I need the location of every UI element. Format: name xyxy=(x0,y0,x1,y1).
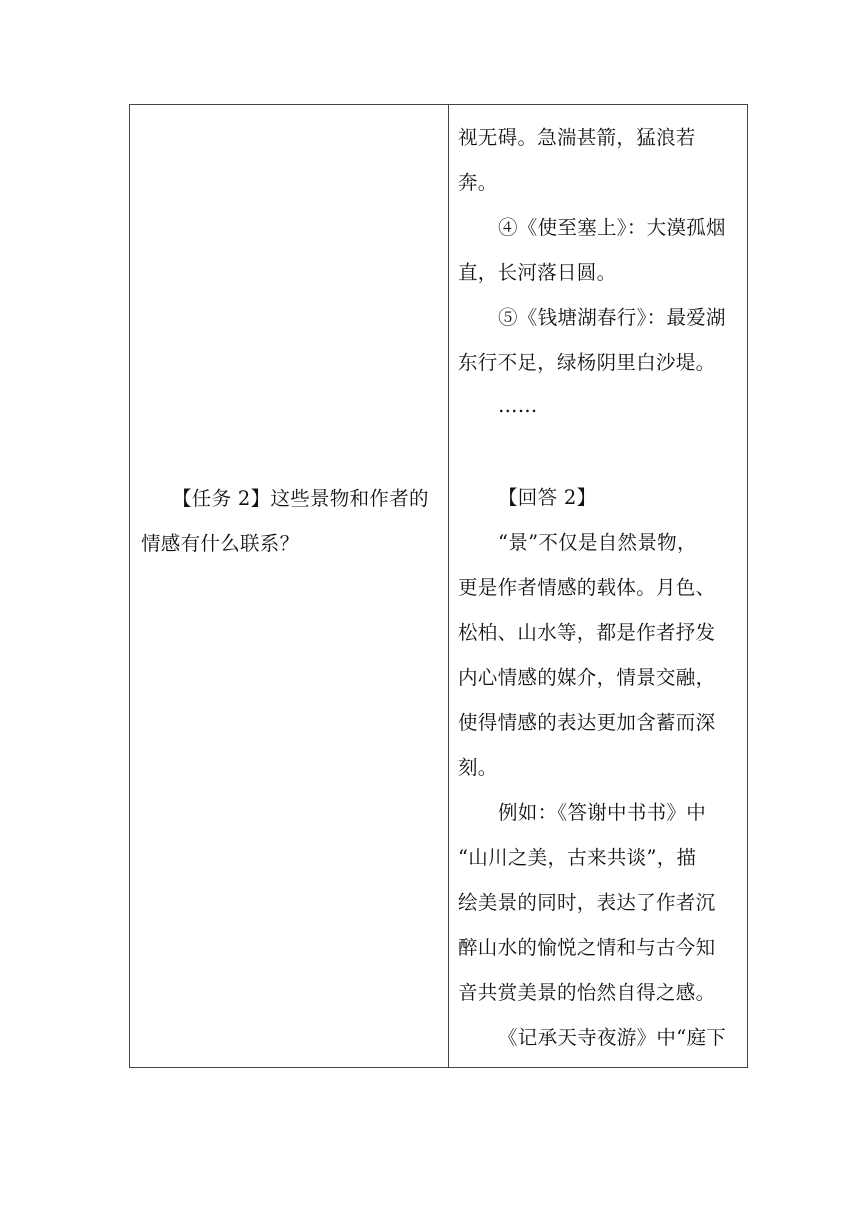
text-line: “山川之美，古来共谈”，描 xyxy=(458,846,697,869)
text-line: 音共赏美景的怡然自得之感。 xyxy=(458,981,716,1004)
text-line: 更是作者情感的载体。月色、 xyxy=(458,576,716,599)
text-line: 直，长河落日圆。 xyxy=(458,261,617,284)
text-line: 醉山水的愉悦之情和与古今知 xyxy=(458,936,716,959)
answer-heading: 【回答 2】 xyxy=(498,486,597,509)
text-line: 奔。 xyxy=(458,171,498,194)
task-question-line: 情感有什么联系？ xyxy=(141,532,300,555)
text-line: 内心情感的媒介，情景交融， xyxy=(458,666,716,689)
task-question-line: 【任务 2】这些景物和作者的 xyxy=(172,487,429,510)
text-line: “景”不仅是自然景物， xyxy=(498,531,697,554)
column-divider xyxy=(448,105,449,1067)
text-line: 刻。 xyxy=(458,756,498,779)
content-table xyxy=(129,104,748,1068)
text-line: ④《使至塞上》：大漠孤烟 xyxy=(498,216,726,239)
text-line: 视无碍。急湍甚箭，猛浪若 xyxy=(458,126,696,149)
text-line: 例如：《答谢中书书》中 xyxy=(498,801,707,824)
text-line: 绘美景的同时，表达了作者沉 xyxy=(458,891,716,914)
text-line: 使得情感的表达更加含蓄而深 xyxy=(458,711,716,734)
text-line: 东行不足，绿杨阴里白沙堤。 xyxy=(458,351,716,374)
text-line: ⑤《钱塘湖春行》：最爱湖 xyxy=(498,306,726,329)
text-line: 《记承天寺夜游》中“庭下 xyxy=(498,1026,727,1049)
text-line: 松柏、山水等，都是作者抒发 xyxy=(458,621,716,644)
ellipsis: …… xyxy=(498,394,538,417)
